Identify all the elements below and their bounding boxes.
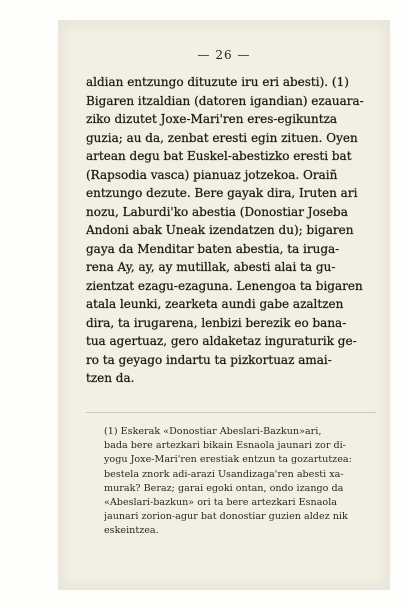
text-line: entzungo dezute. Bere gayak dira, Iruten ari bbox=[86, 186, 358, 200]
text-line: atala leunki, zearketa aundi gabe azaltzen bbox=[86, 297, 344, 311]
page-sheet bbox=[58, 20, 390, 590]
footnote-line: yogu Joxe-Mari'ren erestiak entzun ta gozartutzea: bbox=[104, 454, 352, 466]
text-line: zientzat ezagu-ezaguna. Lenengoa ta bigaren bbox=[86, 278, 363, 293]
footnote-line: eskeintzea. bbox=[104, 525, 159, 537]
text-line: tua agertuaz, gero aldaketaz inguraturik ge- bbox=[86, 334, 357, 348]
text-line: nozu, Laburdi'ko abestia (Donostiar Joseba bbox=[86, 204, 348, 219]
text-line: artean degu bat Euskel-abestizko eresti bat bbox=[86, 149, 352, 163]
footnote-line: bada bere artezkari bikain Esnaola jaunari zor di- bbox=[104, 440, 346, 452]
text-line: dira, ta irugarena, lenbizi berezik eo bana- bbox=[86, 315, 347, 330]
text-line: ro ta geyago indartu ta pizkortuaz amai- bbox=[86, 352, 332, 367]
footnote-divider bbox=[86, 412, 376, 413]
text-line: (Rapsodia vasca) pianuaz jotzekoa. Oraiñ bbox=[86, 167, 338, 182]
text-line: Andoni abak Uneak izendatzen du); bigaren bbox=[86, 223, 354, 237]
text-line: gaya da Menditar baten abestia, ta iruga- bbox=[86, 241, 340, 256]
text-line: Bigaren itzaldian (datoren igandian) ezauara- bbox=[86, 93, 364, 108]
footnote-line: murak? Beraz; garai egoki ontan, ondo izango da bbox=[104, 482, 344, 494]
footnote bbox=[104, 425, 376, 539]
footnote-line: bestela znork adi-arazi Usandizaga'ren abesti xa- bbox=[104, 468, 344, 480]
text-line: ziko dizutet Joxe-Mari'ren eres-egikuntza bbox=[86, 112, 338, 126]
page-number: — 26 — bbox=[197, 48, 251, 62]
footnote-line: (1) Eskerak «Donostiar Abeslari-Bazkun»ari, bbox=[104, 426, 322, 437]
footnote-line: jaunari zorion-agur bat donostiar guzien aldez nik bbox=[104, 511, 348, 523]
footnote-line: «Abeslari-bazkun» ori ta bere artezkari Esnaola bbox=[104, 497, 337, 509]
text-line: rena Ay, ay, ay mutillak, abesti alai ta gu- bbox=[86, 260, 336, 274]
main-text bbox=[86, 73, 376, 388]
text-line: tzen da. bbox=[86, 371, 135, 385]
text-line: guzia; au da, zenbat eresti egin zituen. Oyen bbox=[86, 130, 358, 145]
text-line: aldian entzungo dituzute iru eri abesti). (1) bbox=[86, 75, 349, 89]
